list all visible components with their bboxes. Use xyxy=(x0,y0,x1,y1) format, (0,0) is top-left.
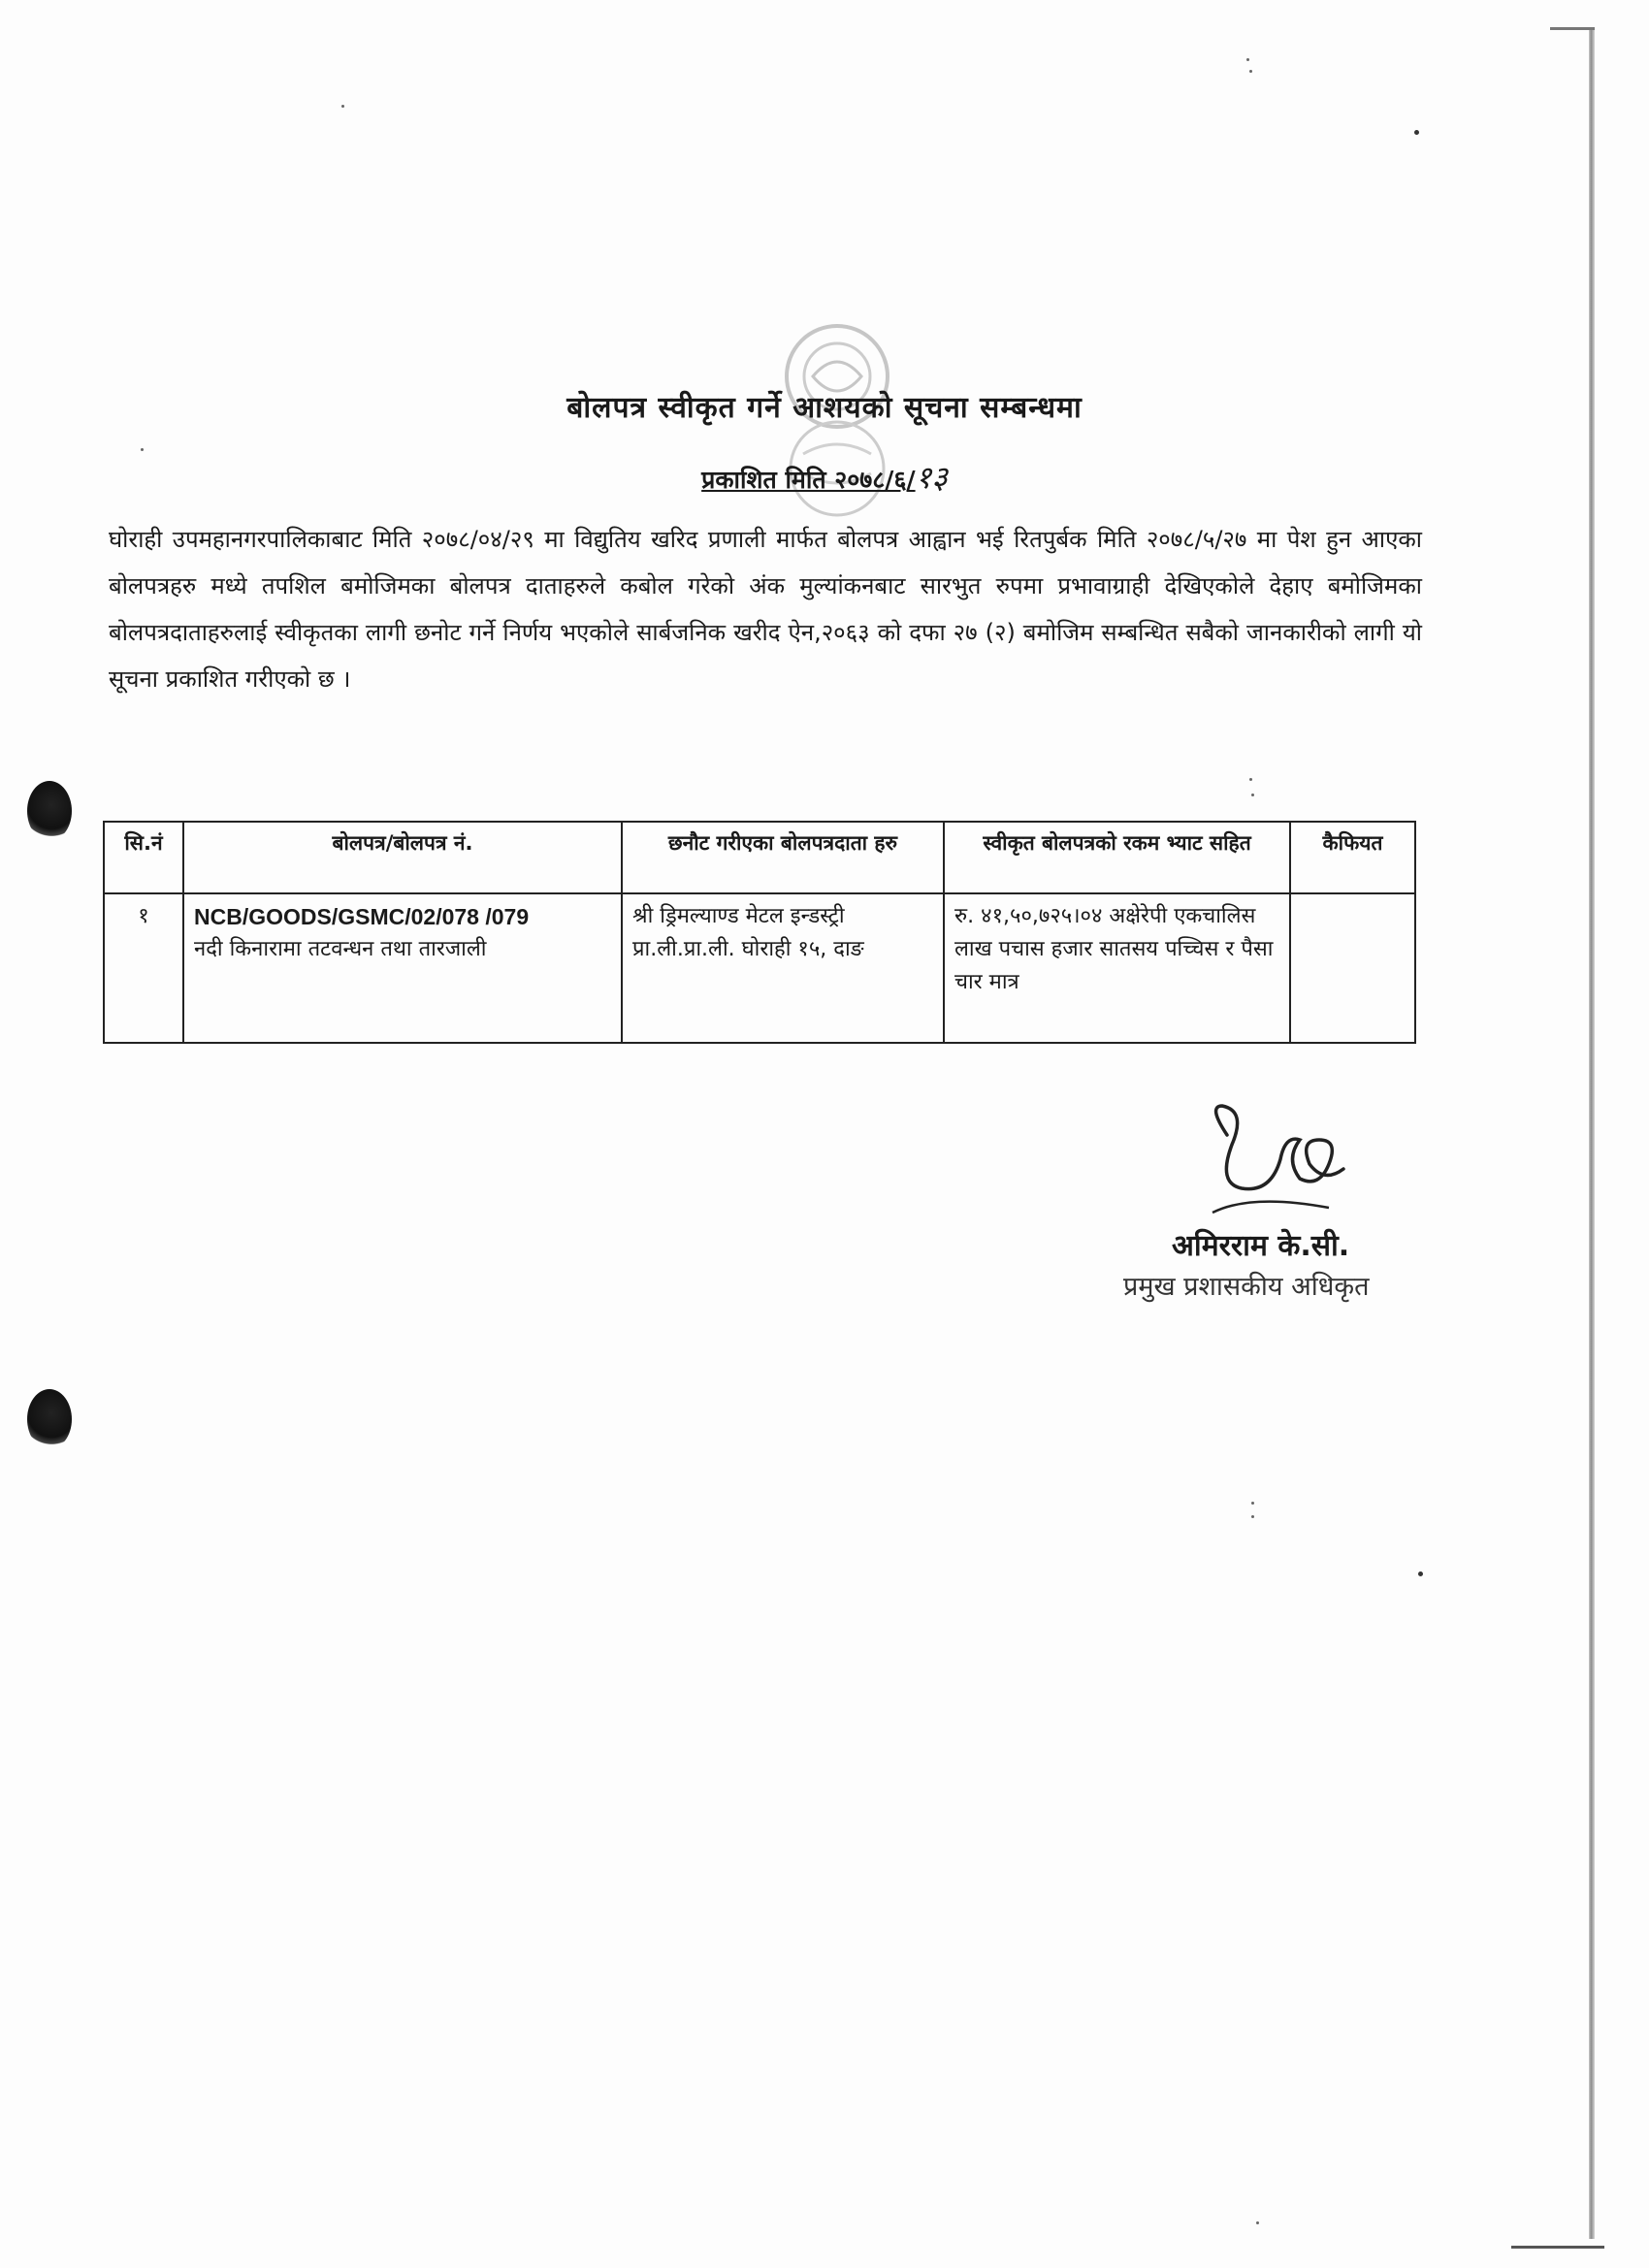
punch-hole xyxy=(27,781,72,841)
scan-edge-line xyxy=(1589,27,1595,2239)
cell-remarks xyxy=(1290,893,1415,1043)
scan-speck xyxy=(1251,794,1254,796)
scan-speck xyxy=(141,448,144,451)
published-date-handwritten: १३ xyxy=(915,459,948,496)
tender-description: नदी किनारामा तटवन्धन तथा तारजाली xyxy=(194,937,487,961)
header-remarks: कैफियत xyxy=(1290,822,1415,893)
header-bidder: छनौट गरीएका बोलपत्रदाता हरु xyxy=(622,822,944,893)
scan-speck xyxy=(341,105,344,108)
cell-amount: रु. ४१,५०,७२५।०४ अक्षेरेपी एकचालिस लाख पचास हजार सातसय पच्चिस र पैसा चार मात्र xyxy=(944,893,1290,1043)
scan-speck xyxy=(1249,778,1252,781)
scan-speck xyxy=(1246,58,1249,61)
tender-code: NCB/GOODS/GSMC/02/078 /079 xyxy=(194,904,530,929)
header-tender-no: बोलपत्र/बोलपत्र नं. xyxy=(183,822,622,893)
selected-bidders-table xyxy=(103,821,1416,1044)
cell-serial: १ xyxy=(104,893,183,1043)
scan-speck xyxy=(1414,130,1419,135)
notice-title: बोलपत्र स्वीकृत गर्ने आशयको सूचना सम्बन्धमा xyxy=(566,391,1083,425)
scan-edge-mark xyxy=(1511,2246,1604,2249)
header-serial: सि.नं xyxy=(104,822,183,893)
officer-name: अमिरराम के.सी. xyxy=(1172,1229,1350,1263)
scan-speck xyxy=(1256,2221,1259,2224)
officer-title: प्रमुख प्रशासकीय अधिकृत xyxy=(1123,1272,1370,1302)
scan-edge-mark xyxy=(1550,27,1595,30)
punch-hole xyxy=(27,1389,72,1449)
published-date-label: प्रकाशित मिति २०७८/६/ xyxy=(701,466,916,494)
table-row xyxy=(104,893,1415,1043)
header-amount: स्वीकृत बोलपत्रको रकम भ्याट सहित xyxy=(944,822,1290,893)
scan-speck xyxy=(1251,1515,1254,1518)
scan-speck xyxy=(1418,1571,1423,1576)
table-header-row xyxy=(104,822,1415,893)
scan-speck xyxy=(1249,70,1252,73)
cell-bidder: श्री ड्रिमल्याण्ड मेटल इन्डस्ट्री प्रा.ली.प्रा.ली. घोराही १५, दाङ xyxy=(622,893,944,1043)
published-date xyxy=(0,456,1649,498)
scan-speck xyxy=(1251,1502,1254,1505)
cell-tender xyxy=(183,893,622,1043)
notice-body: घोराही उपमहानगरपालिकाबाट मिति २०७८/०४/२९ मा विद्युतिय खरिद प्रणाली मार्फत बोलपत्र आह्वान भई रितपुर्बक मिति २०७८/५/२७ मा पेश हुन आएका बोलपत्रहरु मध्ये तपशिल बमोजिमका बोलपत्र दाताहरुले कबोल गरेको अंक मुल्यांकनबाट सारभुत रुपमा प्रभावाग्राही देखिएकोले देहाए बमोजिमका बोलपत्रदाताहरुलाई स्वीकृतका लागी छनोट गर्ने निर्णय भएकोले सार्बजनिक खरीद ऐन,२०६३ को दफा २७ (२) बमोजिम सम्बन्धित सबैको जानकारीको लागी यो सूचना प्रकाशित गरीएको छ । xyxy=(109,526,1422,693)
